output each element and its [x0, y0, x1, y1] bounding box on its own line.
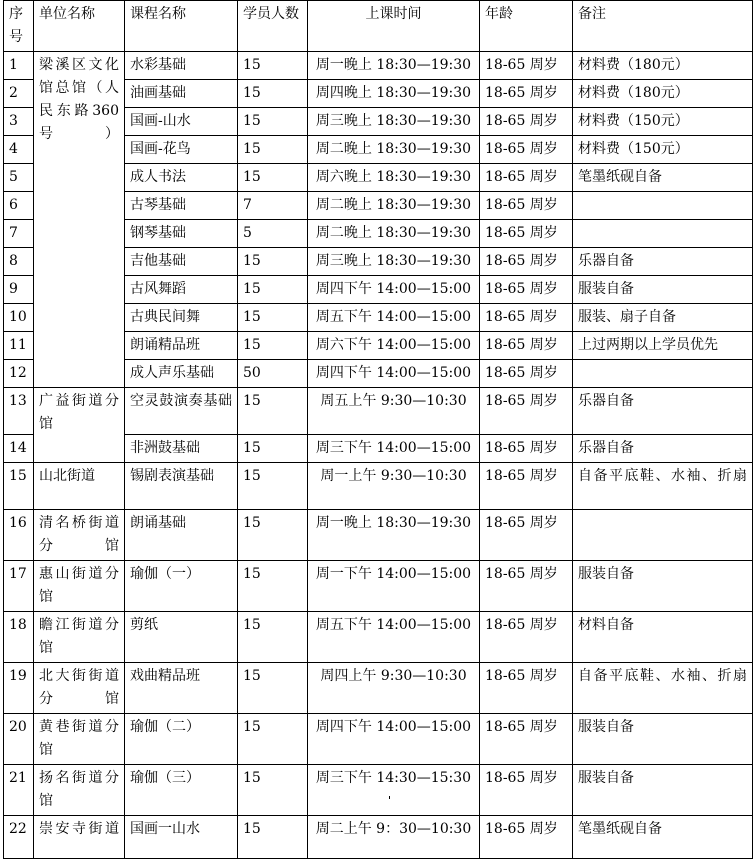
table-row [4, 561, 753, 612]
table-row [4, 663, 753, 714]
cell-course: 瑜伽（三） [125, 765, 238, 816]
cell-time: 周四下午 14:00—15:00 [308, 276, 480, 304]
cell-age: 18-65 周岁 [480, 816, 573, 859]
cell-students: 5 [238, 220, 308, 248]
cell-note: 材料费（150元） [573, 108, 753, 136]
cell-seq: 5 [4, 164, 34, 192]
cell-time: 周三下午 14:30—15:30 [308, 765, 480, 816]
cell-age: 18-65 周岁 [480, 561, 573, 612]
cell-students: 15 [238, 108, 308, 136]
cell-course: 水彩基础 [125, 52, 238, 80]
cell-age: 18-65 周岁 [480, 463, 573, 510]
cell-time: 周三晚上 18:30—19:30 [308, 248, 480, 276]
cell-course: 成人书法 [125, 164, 238, 192]
cell-time: 周二晚上 18:30—19:30 [308, 136, 480, 164]
cell-time: 周二上午 9：30—10:30 [308, 816, 480, 859]
header-unit: 单位名称 [34, 1, 125, 52]
cell-age: 18-65 周岁 [480, 714, 573, 765]
cell-note: 乐器自备 [573, 248, 753, 276]
cell-seq: 7 [4, 220, 34, 248]
cell-students: 15 [238, 463, 308, 510]
cell-age: 18-65 周岁 [480, 276, 573, 304]
cell-age: 18-65 周岁 [480, 164, 573, 192]
cell-course: 瑜伽（一） [125, 561, 238, 612]
cell-students: 50 [238, 360, 308, 388]
cell-note: 服装自备 [573, 714, 753, 765]
cell-note: 服装、扇子自备 [573, 304, 753, 332]
cell-time: 周三晚上 18:30—19:30 [308, 108, 480, 136]
cell-unit: 惠山街道分馆 [34, 561, 125, 612]
cell-time: 周六下午 14:00—15:00 [308, 332, 480, 360]
cell-course: 锡剧表演基础 [125, 463, 238, 510]
cell-seq: 20 [4, 714, 34, 765]
cell-course: 空灵鼓演奏基础 [125, 388, 238, 435]
cell-unit: 扬名街道分馆 [34, 765, 125, 816]
cell-unit: 黄巷街道分馆 [34, 714, 125, 765]
cell-course: 朗诵精品班 [125, 332, 238, 360]
cell-note: 笔墨纸砚自备 [573, 816, 753, 859]
cell-age: 18-65 周岁 [480, 52, 573, 80]
cell-seq: 19 [4, 663, 34, 714]
cell-note [573, 192, 753, 220]
cell-students: 15 [238, 304, 308, 332]
cell-time: 周二晚上 18:30—19:30 [308, 220, 480, 248]
table-row [4, 612, 753, 663]
cell-note: 材料费（150元） [573, 136, 753, 164]
cell-seq: 9 [4, 276, 34, 304]
cell-students: 15 [238, 164, 308, 192]
table-row [4, 388, 753, 435]
cell-seq: 6 [4, 192, 34, 220]
table-row [4, 463, 753, 510]
cell-course: 非洲鼓基础 [125, 435, 238, 463]
cell-time: 周一下午 14:00—15:00 [308, 561, 480, 612]
cell-time: 周一上午 9:30—10:30 [308, 463, 480, 510]
cell-unit: 瞻江街道分馆 [34, 612, 125, 663]
cell-course: 朗诵基础 [125, 510, 238, 561]
cell-seq: 10 [4, 304, 34, 332]
cell-age: 18-65 周岁 [480, 360, 573, 388]
table-row [4, 714, 753, 765]
cell-course: 成人声乐基础 [125, 360, 238, 388]
cell-students: 15 [238, 136, 308, 164]
cell-course: 钢琴基础 [125, 220, 238, 248]
cell-seq: 8 [4, 248, 34, 276]
cell-students: 15 [238, 816, 308, 859]
table-row [4, 52, 753, 80]
cell-course: 国画一山水 [125, 816, 238, 859]
cell-unit: 清名桥街道分馆 [34, 510, 125, 561]
header-seq: 序号 [4, 1, 34, 52]
cell-course: 国画-花鸟 [125, 136, 238, 164]
cell-note: 材料费（180元） [573, 80, 753, 108]
cell-students: 15 [238, 765, 308, 816]
table-row [4, 816, 753, 859]
cell-seq: 14 [4, 435, 34, 463]
cell-note: 服装自备 [573, 561, 753, 612]
cell-students: 15 [238, 663, 308, 714]
cell-course: 国画-山水 [125, 108, 238, 136]
cell-students: 15 [238, 435, 308, 463]
cell-course: 剪纸 [125, 612, 238, 663]
cell-note: 自备平底鞋、水袖、折扇 [573, 463, 753, 510]
header-students: 学员人数 [238, 1, 308, 52]
header-time: 上课时间 [308, 1, 480, 52]
cell-age: 18-65 周岁 [480, 388, 573, 435]
cell-age: 18-65 周岁 [480, 80, 573, 108]
cell-age: 18-65 周岁 [480, 612, 573, 663]
header-course: 课程名称 [125, 1, 238, 52]
cell-students: 15 [238, 510, 308, 561]
cell-seq: 15 [4, 463, 34, 510]
cell-note: 上过两期以上学员优先 [573, 332, 753, 360]
cell-age: 18-65 周岁 [480, 510, 573, 561]
table-header-row [4, 1, 753, 52]
cell-unit: 山北街道 [34, 463, 125, 510]
cell-age: 18-65 周岁 [480, 108, 573, 136]
cell-seq: 21 [4, 765, 34, 816]
cell-seq: 4 [4, 136, 34, 164]
cell-seq: 2 [4, 80, 34, 108]
cell-age: 18-65 周岁 [480, 663, 573, 714]
cell-seq: 11 [4, 332, 34, 360]
cell-time: 周二晚上 18:30—19:30 [308, 192, 480, 220]
cell-seq: 13 [4, 388, 34, 435]
cell-seq: 22 [4, 816, 34, 859]
cell-time: 周一晚上 18:30—19:30 [308, 510, 480, 561]
cell-note: 服装自备 [573, 276, 753, 304]
cell-note: 材料自备 [573, 612, 753, 663]
cell-unit: 广益街道分馆 [34, 388, 125, 463]
header-note: 备注 [573, 1, 753, 52]
cell-time: 周四下午 14:00—15:00 [308, 360, 480, 388]
cell-unit: 崇安寺街道 [34, 816, 125, 859]
cell-seq: 3 [4, 108, 34, 136]
cell-course: 戏曲精品班 [125, 663, 238, 714]
table-row [4, 510, 753, 561]
cell-age: 18-65 周岁 [480, 435, 573, 463]
cell-time: 周五下午 14:00—15:00 [308, 612, 480, 663]
cell-note: 乐器自备 [573, 435, 753, 463]
cell-time: 周一晚上 18:30—19:30 [308, 52, 480, 80]
cell-course: 古琴基础 [125, 192, 238, 220]
cell-age: 18-65 周岁 [480, 192, 573, 220]
cell-course: 吉他基础 [125, 248, 238, 276]
cell-students: 15 [238, 248, 308, 276]
cell-note: 材料费（180元） [573, 52, 753, 80]
cell-course: 油画基础 [125, 80, 238, 108]
cell-time: 周五上午 9:30—10:30 [308, 388, 480, 435]
cell-time: 周六晚上 18:30—19:30 [308, 164, 480, 192]
header-age: 年龄 [480, 1, 573, 52]
cell-age: 18-65 周岁 [480, 248, 573, 276]
cell-students: 15 [238, 388, 308, 435]
cell-seq: 16 [4, 510, 34, 561]
cell-time: 周四下午 14:00—15:00 [308, 714, 480, 765]
cell-seq: 18 [4, 612, 34, 663]
cell-students: 7 [238, 192, 308, 220]
cell-students: 15 [238, 80, 308, 108]
cell-unit: 梁溪区文化馆总馆（人民东路360号） [34, 52, 125, 388]
cell-note [573, 360, 753, 388]
cell-seq: 1 [4, 52, 34, 80]
cell-age: 18-65 周岁 [480, 136, 573, 164]
table-row [4, 765, 753, 816]
cell-seq: 17 [4, 561, 34, 612]
cell-note: 笔墨纸砚自备 [573, 164, 753, 192]
cell-age: 18-65 周岁 [480, 304, 573, 332]
cell-unit: 北大街街道分馆 [34, 663, 125, 714]
course-schedule-table [3, 0, 753, 859]
cell-age: 18-65 周岁 [480, 332, 573, 360]
cell-seq: 12 [4, 360, 34, 388]
cell-students: 15 [238, 332, 308, 360]
cell-students: 15 [238, 714, 308, 765]
cell-course: 瑜伽（二） [125, 714, 238, 765]
cell-note [573, 510, 753, 561]
cell-time: 周三下午 14:00—15:00 [308, 435, 480, 463]
cell-time: 周四上午 9:30—10:30 [308, 663, 480, 714]
cell-age: 18-65 周岁 [480, 220, 573, 248]
cell-course: 古典民间舞 [125, 304, 238, 332]
cell-time: 周五下午 14:00—15:00 [308, 304, 480, 332]
cell-time: 周四晚上 18:30—19:30 [308, 80, 480, 108]
cell-students: 15 [238, 561, 308, 612]
cell-note: 服装自备 [573, 765, 753, 816]
cell-students: 15 [238, 612, 308, 663]
cell-age: 18-65 周岁 [480, 765, 573, 816]
cell-note [573, 220, 753, 248]
cell-note: 乐器自备 [573, 388, 753, 435]
cell-students: 15 [238, 276, 308, 304]
cell-course: 古风舞蹈 [125, 276, 238, 304]
cell-note: 自备平底鞋、水袖、折扇 [573, 663, 753, 714]
cell-students: 15 [238, 52, 308, 80]
